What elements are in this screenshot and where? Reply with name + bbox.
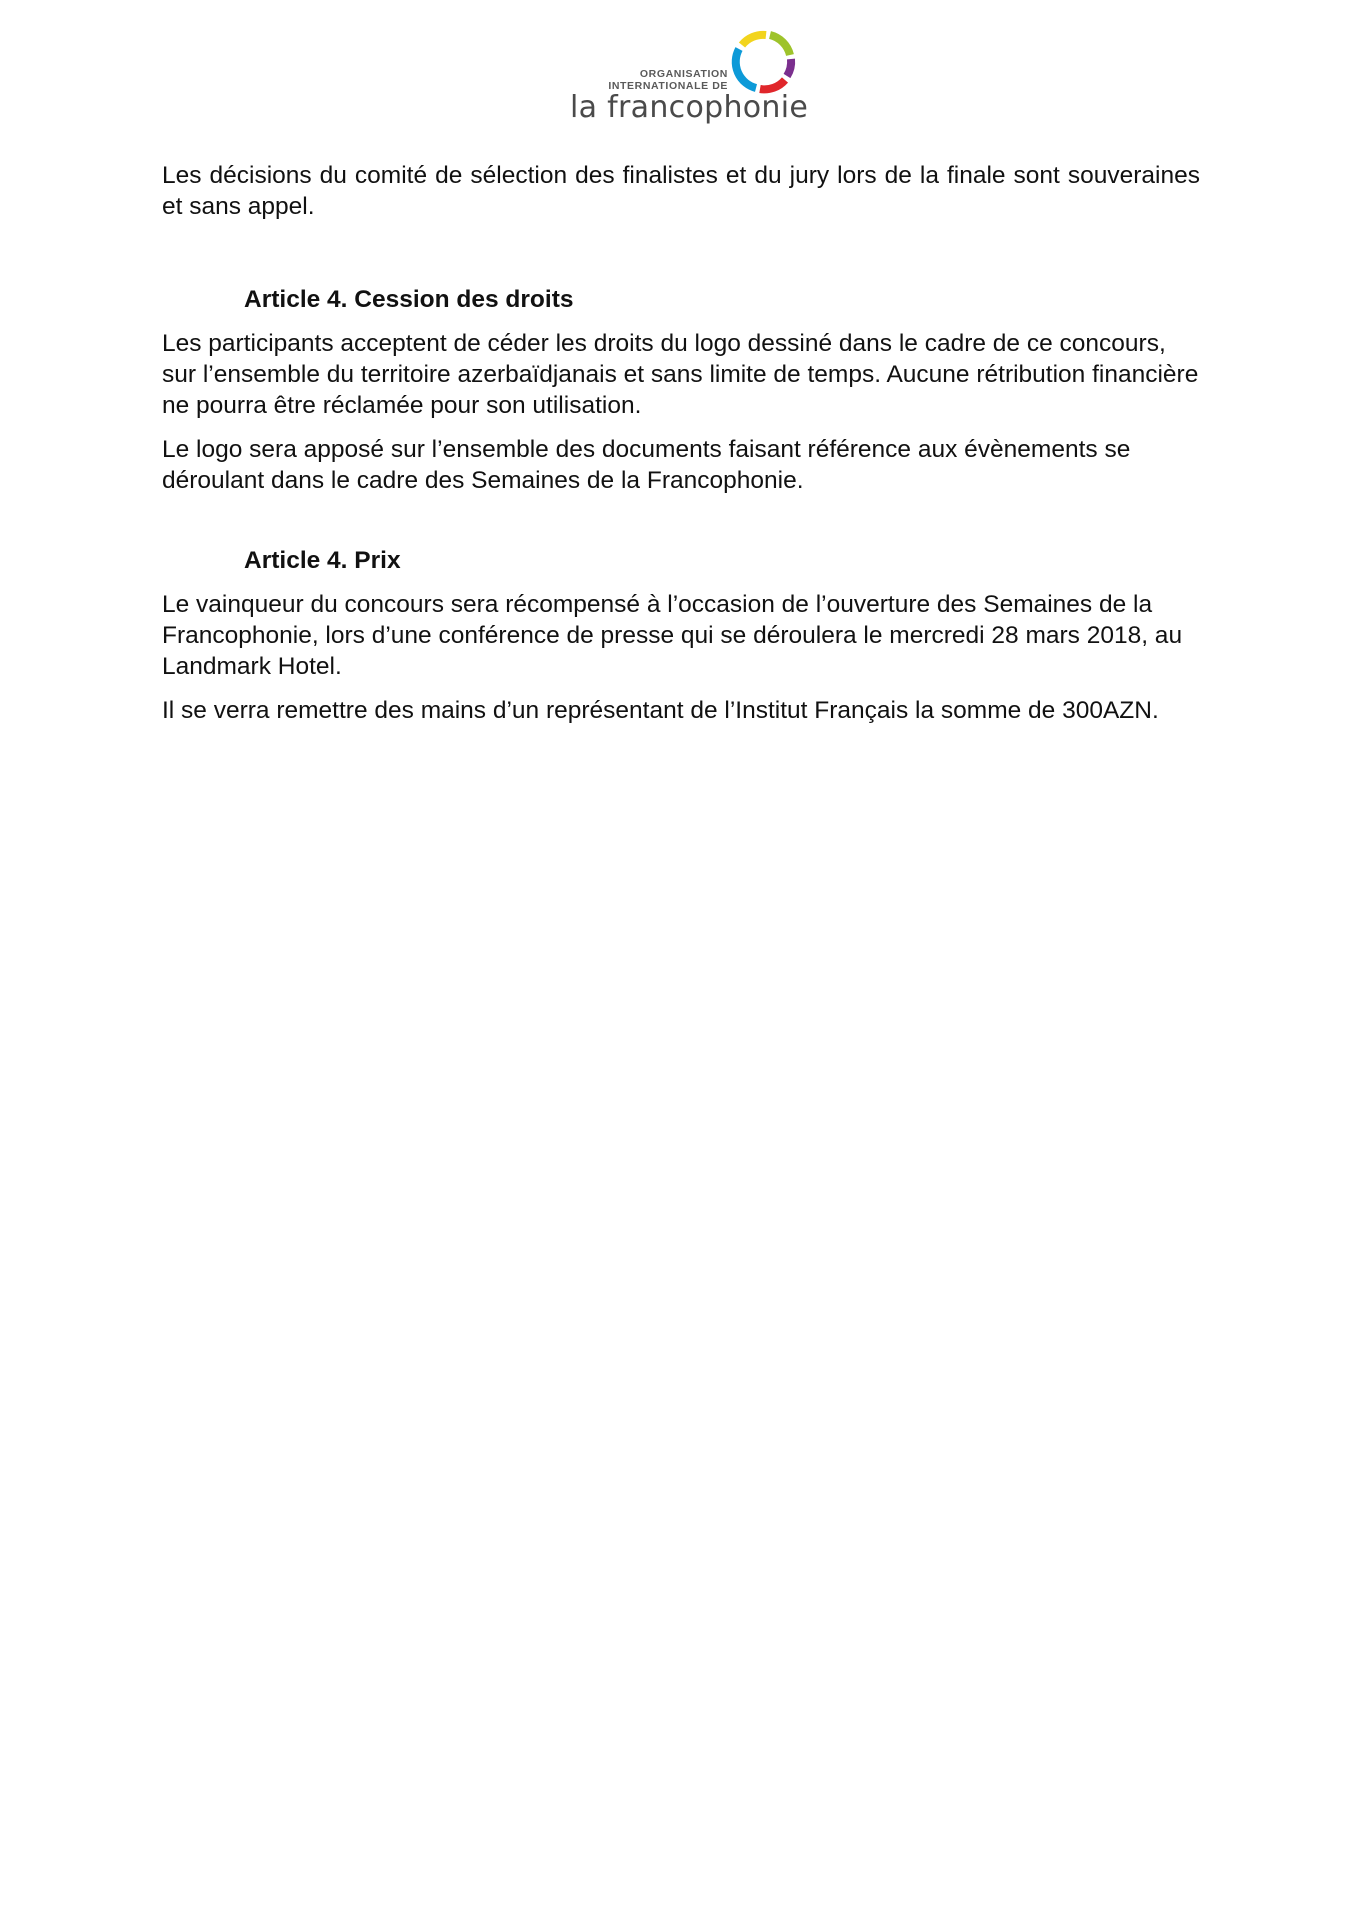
document-body [162, 160, 1200, 726]
logo-org-line-1: ORGANISATION [639, 68, 728, 80]
logo-organisation-text [608, 68, 728, 92]
logo-org-line-2: INTERNATIONALE DE [608, 80, 728, 92]
prix-paragraph-1: Le vainqueur du concours sera récompensé à l’occasion de l’ouverture des Semaines de la Francophonie, lors d’une conférence de presse qui se déroulera le mercredi 28 mars 2018, au Landmark Hotel. [162, 591, 1183, 680]
oif-logo [570, 28, 809, 128]
section-heading-prix: Article 4. Prix [244, 547, 401, 574]
cession-paragraph-2: Le logo sera apposé sur l’ensemble des documents faisant référence aux évènements se déroulant dans le cadre des Semaines de la Francophonie. [162, 436, 1131, 494]
prix-paragraph-2: Il se verra remettre des mains d’un représentant de l’Institut Français la somme de 300AZN. [162, 697, 1159, 724]
cession-paragraph-1: Les participants acceptent de céder les droits du logo dessiné dans le cadre de ce concours, sur l’ensemble du territoire azerbaïdjanais et sans limite de temps. Aucune rétribution financière ne pourra être réclamée pour son utilisation. [162, 330, 1199, 419]
intro-paragraph: Les décisions du comité de sélection des finalistes et du jury lors de la finale sont souveraines et sans appel. [162, 162, 1200, 220]
logo-wordmark: la francophonie [570, 90, 809, 125]
section-heading-cession: Article 4. Cession des droits [244, 286, 574, 313]
francophonie-ring-icon [730, 28, 798, 96]
